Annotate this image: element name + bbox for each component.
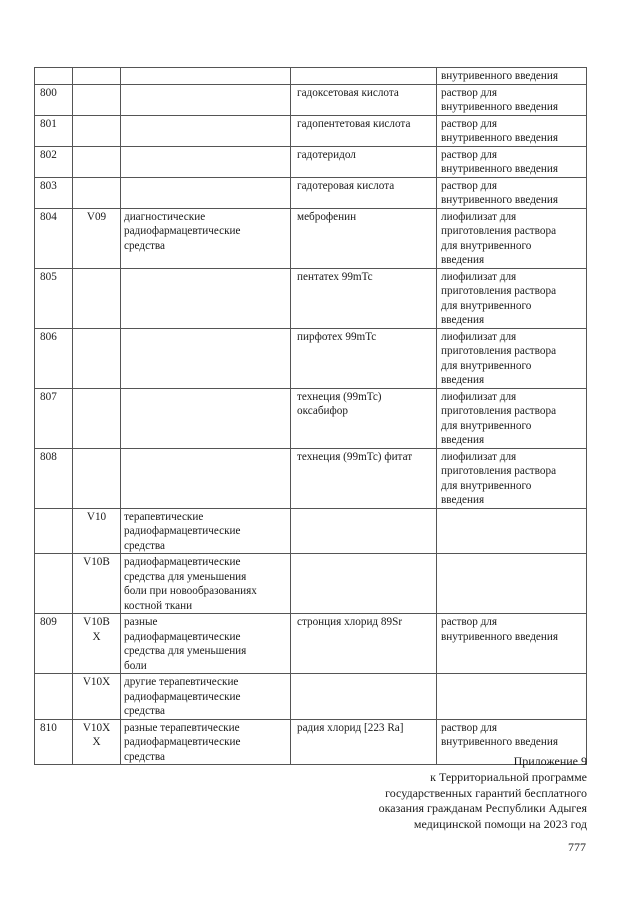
table-row <box>35 448 587 508</box>
cell-number <box>35 68 73 85</box>
cell-medicine-name-text: пирфотех 99mTc <box>297 330 377 343</box>
cell-atc-group-text: радиофармацевтические средства для уменьшения боли при новообразованиях костной ткани <box>124 556 257 612</box>
table-row <box>35 68 587 85</box>
cell-atc-group <box>121 208 291 268</box>
cell-number-text: 800 <box>40 86 57 99</box>
cell-dosage-form <box>437 554 587 614</box>
table-row <box>35 614 587 674</box>
page-number: 777 <box>568 840 586 854</box>
cell-atc-code <box>73 84 121 115</box>
cell-dosage-form <box>437 146 587 177</box>
table-row <box>35 146 587 177</box>
cell-medicine-name <box>291 448 437 508</box>
cell-atc-group <box>121 268 291 328</box>
cell-dosage-form <box>437 448 587 508</box>
cell-atc-group-text: другие терапевтические радиофармацевтические средства <box>124 676 241 717</box>
cell-atc-group-text: диагностические радиофармацевтические средства <box>124 210 241 252</box>
appendix-line: медицинской помощи на 2023 год <box>413 817 587 832</box>
cell-atc-group <box>121 674 291 720</box>
cell-atc-group <box>121 719 291 765</box>
cell-dosage-form <box>437 268 587 328</box>
cell-atc-code-text: V10B X <box>83 616 110 643</box>
cell-atc-code <box>73 208 121 268</box>
cell-atc-code <box>73 719 121 765</box>
appendix-line: к Территориальной программе <box>430 769 587 784</box>
cell-atc-code <box>73 508 121 554</box>
cell-dosage-form-text: раствор для внутривенного введения <box>441 721 559 748</box>
cell-atc-group <box>121 115 291 146</box>
cell-medicine-name <box>291 115 437 146</box>
cell-medicine-name <box>291 208 437 268</box>
cell-number-text: 802 <box>40 148 57 161</box>
table-row <box>35 177 587 208</box>
cell-medicine-name <box>291 84 437 115</box>
cell-atc-code-text: V10 <box>86 510 107 523</box>
cell-medicine-name <box>291 328 437 388</box>
cell-atc-code <box>73 177 121 208</box>
cell-dosage-form <box>437 68 587 85</box>
cell-number <box>35 674 73 720</box>
cell-number <box>35 328 73 388</box>
cell-number <box>35 84 73 115</box>
cell-number-text: 803 <box>40 179 57 192</box>
cell-number-text: 809 <box>40 616 57 628</box>
cell-dosage-form-text: лиофилизат для приготовления раствора для внутривенного введения <box>441 270 557 326</box>
table-row <box>35 508 587 554</box>
cell-medicine-name <box>291 146 437 177</box>
cell-medicine-name-text: гадопентетовая кислота <box>297 117 411 130</box>
cell-atc-group-text: терапевтические радиофармацевтические средства <box>124 510 241 552</box>
cell-atc-group <box>121 388 291 448</box>
cell-dosage-form-text: раствор для внутривенного введения <box>441 148 559 175</box>
cell-medicine-name-text: гадоксетовая кислота <box>297 86 399 99</box>
appendix-line: Приложение 9 <box>513 754 587 768</box>
cell-medicine-name-text: технеция (99mTc) фитат <box>297 450 413 463</box>
cell-dosage-form <box>437 614 587 674</box>
table-row <box>35 388 587 448</box>
table-row <box>35 268 587 328</box>
cell-medicine-name-text: меброфенин <box>297 210 357 223</box>
cell-atc-code-text: V10X X <box>82 721 111 748</box>
cell-atc-group <box>121 146 291 177</box>
cell-dosage-form <box>437 388 587 448</box>
cell-atc-code <box>73 146 121 177</box>
cell-atc-code <box>73 448 121 508</box>
table-row <box>35 554 587 614</box>
cell-number-text: 808 <box>40 450 57 463</box>
cell-medicine-name <box>291 177 437 208</box>
cell-atc-code <box>73 554 121 614</box>
cell-atc-group <box>121 554 291 614</box>
cell-number <box>35 448 73 508</box>
cell-number-text: 801 <box>40 117 57 130</box>
cell-number <box>35 177 73 208</box>
cell-atc-group <box>121 84 291 115</box>
cell-number <box>35 208 73 268</box>
cell-atc-group <box>121 448 291 508</box>
cell-atc-code <box>73 674 121 720</box>
cell-medicine-name <box>291 614 437 674</box>
cell-number-text: 806 <box>40 330 57 343</box>
cell-dosage-form-text: раствор для внутривенного введения <box>441 179 559 206</box>
appendix-caption <box>287 754 587 833</box>
cell-number <box>35 719 73 765</box>
table-row <box>35 328 587 388</box>
cell-atc-group-text: разные терапевтические радиофармацевтические средства <box>124 721 241 763</box>
cell-medicine-name <box>291 268 437 328</box>
cell-dosage-form-text: лиофилизат для приготовления раствора для внутривенного введения <box>441 210 557 266</box>
cell-medicine-name <box>291 388 437 448</box>
cell-number-text: 807 <box>40 390 57 403</box>
medicines-table-body <box>35 68 587 765</box>
cell-number <box>35 614 73 674</box>
cell-atc-group <box>121 68 291 85</box>
cell-atc-code <box>73 388 121 448</box>
appendix-line: государственных гарантий бесплатного <box>385 785 587 800</box>
cell-number <box>35 146 73 177</box>
cell-number-text: 805 <box>40 270 57 283</box>
cell-dosage-form-text: раствор для внутривенного введения <box>441 117 559 144</box>
table-row <box>35 84 587 115</box>
cell-medicine-name-text: стронция хлорид 89Sr <box>297 616 403 628</box>
cell-dosage-form-text: лиофилизат для приготовления раствора для внутривенного введения <box>441 330 557 386</box>
cell-atc-group-text: разные радиофармацевтические средства для уменьшения боли <box>124 616 247 672</box>
cell-dosage-form-text: внутривенного введения <box>441 70 559 82</box>
cell-dosage-form <box>437 508 587 554</box>
cell-atc-group <box>121 328 291 388</box>
cell-number <box>35 388 73 448</box>
cell-atc-code-text: V09 <box>86 210 107 223</box>
cell-medicine-name-text: гадотеридол <box>297 148 356 161</box>
cell-medicine-name-text: пентатех 99mTc <box>297 270 373 283</box>
table-row <box>35 115 587 146</box>
cell-dosage-form <box>437 115 587 146</box>
cell-medicine-name-text: радия хлорид [223 Ra] <box>297 721 404 734</box>
table-row <box>35 208 587 268</box>
cell-atc-group <box>121 614 291 674</box>
medicines-table <box>34 67 587 765</box>
cell-dosage-form <box>437 208 587 268</box>
cell-medicine-name <box>291 674 437 720</box>
cell-number <box>35 508 73 554</box>
cell-dosage-form-text: лиофилизат для приготовления раствора для внутривенного введения <box>441 450 557 506</box>
cell-atc-code <box>73 268 121 328</box>
cell-atc-code-text: V10X <box>82 676 111 688</box>
cell-atc-code <box>73 115 121 146</box>
cell-medicine-name <box>291 554 437 614</box>
cell-dosage-form <box>437 674 587 720</box>
cell-dosage-form-text: раствор для внутривенного введения <box>441 616 559 643</box>
cell-medicine-name <box>291 508 437 554</box>
cell-number-text: 810 <box>40 721 57 734</box>
cell-atc-code <box>73 614 121 674</box>
cell-dosage-form-text: раствор для внутривенного введения <box>441 86 559 113</box>
cell-dosage-form <box>437 177 587 208</box>
cell-medicine-name-text: гадотеровая кислота <box>297 179 395 192</box>
cell-atc-group <box>121 508 291 554</box>
cell-medicine-name <box>291 68 437 85</box>
cell-atc-group <box>121 177 291 208</box>
cell-number-text: 804 <box>40 210 57 223</box>
table-row <box>35 674 587 720</box>
cell-number <box>35 268 73 328</box>
cell-atc-code <box>73 68 121 85</box>
appendix-line: оказания гражданам Республики Адыгея <box>378 801 587 816</box>
cell-number <box>35 554 73 614</box>
cell-atc-code-text: V10B <box>83 556 110 568</box>
cell-dosage-form <box>437 84 587 115</box>
cell-medicine-name-text: технеция (99mTc) оксабифор <box>297 390 382 417</box>
cell-atc-code <box>73 328 121 388</box>
cell-dosage-form <box>437 328 587 388</box>
cell-dosage-form-text: лиофилизат для приготовления раствора для внутривенного введения <box>441 390 557 446</box>
cell-number <box>35 115 73 146</box>
